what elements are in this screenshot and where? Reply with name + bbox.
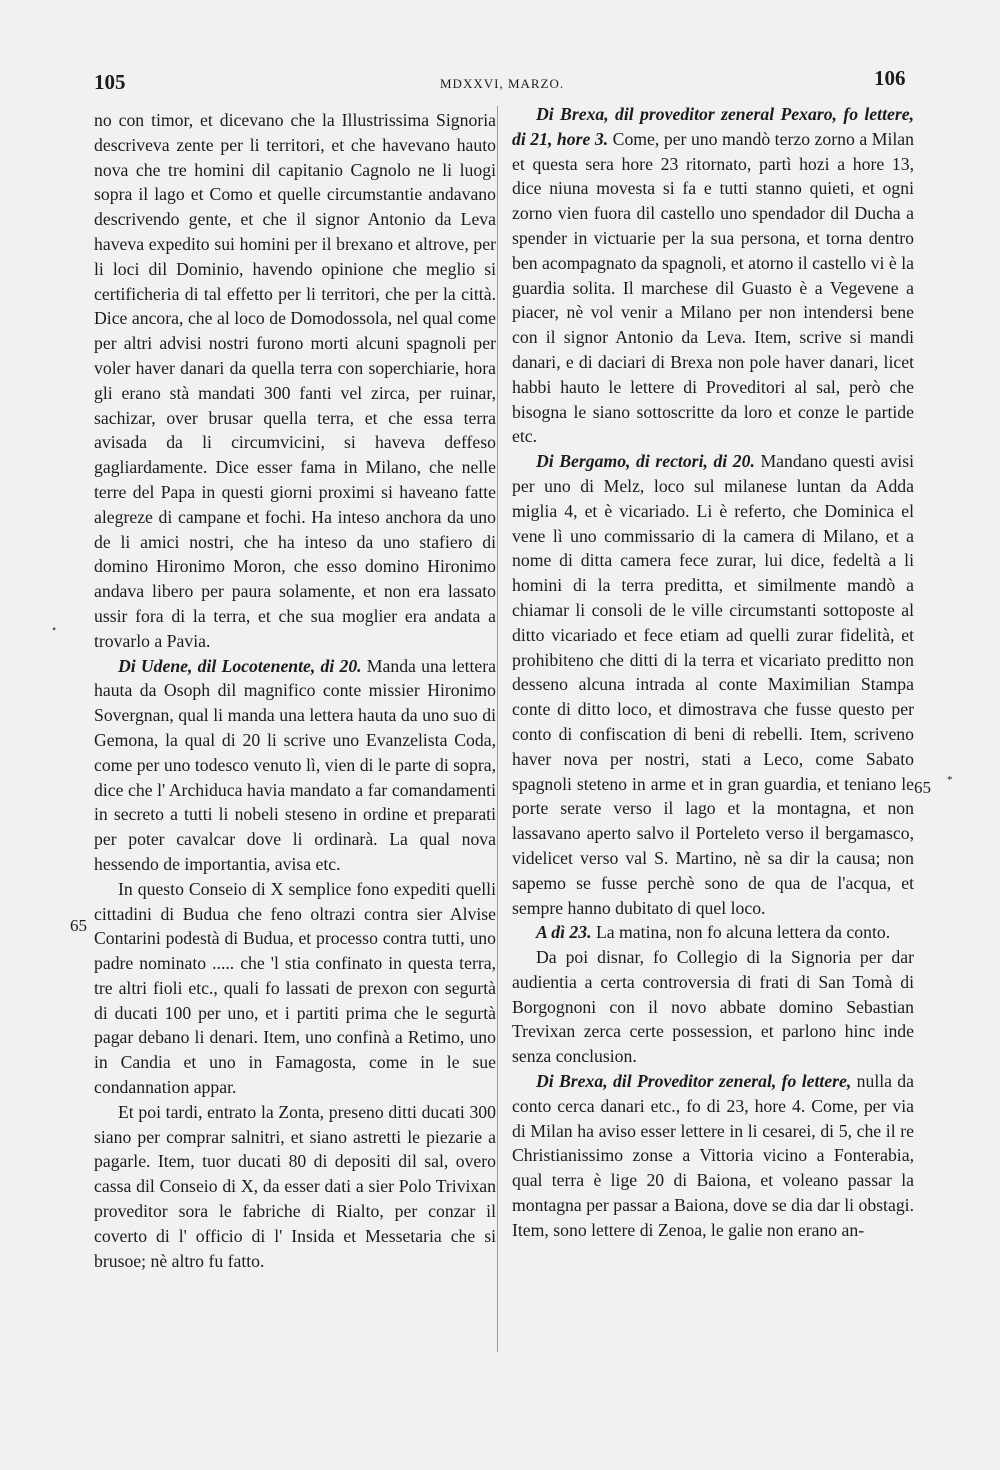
right-column xyxy=(512,102,914,1243)
paragraph-text: Manda una lettera hauta da Osoph dil magnifico conte missier Hironimo Sovergnan, qual li manda una lettera hauta da uno suo di Gemona, la qual di 20 li scrive uno Evanzelista Coda, come per uno todesco venuto lì, vien di le parte di sopra, dice che l' Archiduca havia mandato a far comandamenti in secreto a tutti li nobeli steseno in ordine et preparati per poter cavalcar dove li ordinarà. La qual nova hessendo de importantia, avisa etc. xyxy=(94,655,497,874)
paragraph: no con timor, et dicevano che la Illustrissima Signoria descriveva zente per li territori, et che havevano hauto nova che tre homini dil capitanio Cagnolo ne li luogi sopra il lago et Como et quelle circumstantie andavano descrivendo gente, et che il signor Antonio da Leva haveva expedito sui homini per il brexano et altrove, per li loci dil Dominio, havendo opinione che meglio si certificheria di tal effetto per li territori, che per la città. Dice ancora, che al loco de Domodossola, nel qual come per altri advisi nostri furono morti alcuni spagnoli per voler haver danari da quella terra con soperchiarie, hora gli erano stà mandati 300 fanti vel zirca, per ruinar, sachizar, over brusar quella terra, et che essa terra avisada da li circumvicini, si haveva deffeso gagliardamente. Dice esser fama in Milano, che nelle terre del Papa in questi giorni proximi si haveano fatte alegreze di campane et fochi. Ha inteso anchora da uno de li amici nostri, che ha inteso da uno stafiero di domino Hironimo Moron, che esso domino Hironimo andava libero per paura solamente, et non era lassato ussir fora di la terra, et che sua moglier era andata a trovarlo a Pavia. xyxy=(94,110,496,651)
page-number-right: 106 xyxy=(874,66,906,90)
paragraph xyxy=(512,449,914,920)
paragraph-text: Mandano questi avisi per uno di Melz, loco sul milanese luntan da Adda miglia 4, et è vicariado. Li è referto, che Dominica el vene lì uno commissario di la camera di Milano, et a nome di ditta camera fece zurar, lui dice, fedeltà a li homini di la terra preditta, et similmente mandò a chiamar li consoli de le ville circumstanti sottoposte al ditto vicariado et fece etiam ad quelli zurar fidelità, et prohibiteno che ditti di la terra et vicariato preditto non desseno alcuna intrada al conte Maximilian Stampa conte di ditto loco, et dimostrava che fusse questo per conto di confiscation di beni di rebelli. Item, scriveno haver nova per nostri, stati a Leco, come Sabato spagnoli steteno in arme et in gran guardia, et teniano le porte serate verso il lago et la montagna, et non lassavano aperto salvo il Porteleto verso il bergamasco, videlicet verso val S. Martino, nè sa dir la causa; non sapemo se fusse perchè sono de qua de l'acqua, et sempre hanno dubitato di quel loco. xyxy=(512,451,914,918)
margin-line-number-right: 65 xyxy=(914,778,931,797)
paragraph: Et poi tardi, entrato la Zonta, preseno ditti ducati 300 siano per comprar salnitri, et siano astretti le piezarie a pagarle. Item, tuor ducati 80 di depositi dil sal, overo cassa dil Conseio di X, da esser dati a sier Polo Trivixan proveditor sora le fabriche di Rialto, per conzar il coverto di l' officio di l' Insida et Messetaria che si brusoe; nè altro fu fatto. xyxy=(94,1101,496,1271)
paragraph xyxy=(512,1069,914,1243)
section-heading: Di Brexa, dil proveditor zeneral Pexaro, fo lettere, di 21, hore 3. xyxy=(512,104,914,149)
left-column xyxy=(94,108,496,1273)
margin-mark-left: • xyxy=(52,622,57,636)
column-divider xyxy=(497,106,498,1352)
paragraph-text: La matina, non fo alcuna lettera da conto. xyxy=(595,922,891,943)
section-heading: Di Bergamo, di rectori, di 20. xyxy=(536,451,755,472)
page-number-left: 105 xyxy=(94,70,126,94)
page-header xyxy=(0,66,1000,100)
paragraph-text: Come, per uno mandò terzo zorno a Milan et questa sera hore 23 ritornato, partì hozi a hore 13, dice niuna movesta si fa e tutti stanno quieti, et ogni zorno vien fuora dil castello uno spendador dil Ducha a spender in victuarie per la sua persona, et torna dentro ben acompagnato da spagnoli, et atorno il castello vi è la guardia solita. Il marchese dil Guasto è a Vegevene a piacer, nè vol venir a Milano per non intendersi bene con il signor Antonio da Leva. Item, scrive si mandi danari, e di daciari di Brexa non pole haver danari, licet habbi hauto le lettere di Proveditori al sal, però che bisogna le siano sottoscritte da loro et conze le partide etc. xyxy=(512,128,914,447)
section-heading: A dì 23. xyxy=(536,922,592,943)
paragraph xyxy=(94,654,496,877)
paragraph xyxy=(512,102,914,449)
paragraph xyxy=(512,920,914,945)
section-heading: Di Udene, dil Locotenente, di 20. xyxy=(118,655,362,676)
margin-mark-right: * xyxy=(947,774,953,786)
paragraph: In questo Conseio di X semplice fono expediti quelli cittadini di Budua che feno oltrazi contra sier Alvise Contarini podestà di Budua, et processo contra tutti, uno padre nominato ..... che 'l stia confinato in questa terra, tre altri fioli etc., quali fo lassati de prexon con segurtà di ducati 100 per uno, et i partiti prima che le segurtà pagar debano li denari. Item, uno confinà a Retimo, uno in Candia et uno in Famagosta, come in le sue condannation appar. xyxy=(94,878,496,1098)
margin-line-number-left: 65 xyxy=(70,916,87,935)
section-heading: Di Brexa, dil Proveditor zeneral, fo lettere, xyxy=(536,1071,852,1092)
paragraph: Da poi disnar, fo Collegio di la Signoria per dar audientia a certa controversia di frati di San Tomà di Borgognoni con il novo abbate domino Sebastian Trevixan zerca certe possession, et parlono hinc inde senza conclusion. xyxy=(512,947,914,1067)
running-title: MDXXVI, MARZO. xyxy=(440,76,565,91)
paragraph-text: nulla da conto cerca danari etc., fo di 23, hore 4. Come, per via di Milan ha aviso esser lettere in li cesarei, di 5, che il re Christianissimo zonse a Vittoria vicino a Fonterabia, qual terra è lige 20 di Baiona, et voleano passar la montagna per passar a Baiona, dove se dia dar li obstagi. Item, sono lettere di Zenoa, le galie non erano an- xyxy=(512,1071,914,1240)
